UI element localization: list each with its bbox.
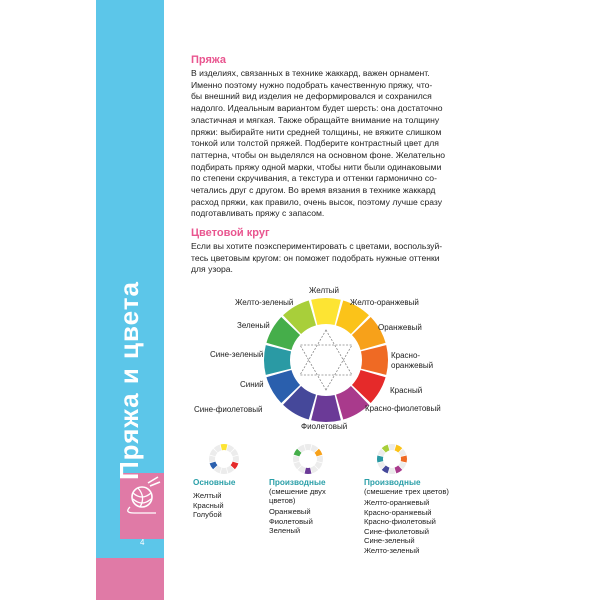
legend-item: Сине-фиолетовый [364, 526, 429, 536]
yarn-ball-badge [120, 473, 164, 539]
label-orange: Оранжевый [378, 323, 422, 332]
tertiary-subtitle: (смешение трех цветов) [364, 487, 449, 496]
mini-wheel-segment [233, 456, 239, 463]
mini-wheel-segment [221, 444, 228, 450]
mini-wheel-segment [401, 456, 407, 463]
yarn-paragraph-line: надолго. Идеальным вариантом будет шерсть: она достаточно [191, 103, 443, 114]
secondary-subtitle-1: (смешение двух [269, 487, 326, 496]
yarn-paragraph-line: тонкой или толстой пряжей. Подберите контрастный цвет для [191, 138, 439, 149]
mini-wheel-segment [389, 468, 396, 474]
label-blue-green: Сине-зеленый [210, 350, 264, 359]
mini-wheel-segment [293, 456, 299, 463]
legend-item: Желто-оранжевый [364, 498, 430, 507]
wheel-segment [361, 345, 388, 375]
tertiary-title: Производные [364, 478, 421, 487]
secondary-mini-wheel [292, 443, 324, 475]
label-yellow: Желтый [309, 286, 340, 295]
mini-wheel-segment [209, 456, 215, 463]
star-triangle [300, 330, 352, 375]
yarn-paragraph-line: В изделиях, связанных в технике жаккард, важен орнамент. [191, 68, 430, 78]
secondary-title: Производные [269, 478, 326, 487]
legend-item: Желтый [193, 491, 222, 500]
sidebar-bottom-band [96, 558, 164, 600]
wheel-segment [311, 395, 341, 422]
mini-wheel-segment [221, 468, 228, 474]
tertiary-list [364, 498, 436, 555]
label-red-violet: Красно-фиолетовый [365, 404, 441, 413]
yarn-paragraph-line: бы внешний вид изделия не деформировался и сохранился [191, 91, 432, 102]
legend-item: Оранжевый [269, 507, 311, 516]
vertical-chapter-title [112, 446, 372, 480]
label-red: Красный [390, 386, 423, 395]
label-green: Зеленый [237, 321, 270, 330]
legend-item: Зеленый [269, 526, 301, 535]
legend-item: Желто-зеленый [364, 545, 420, 555]
color-wheel-heading: Цветовой круг [191, 227, 270, 239]
label-red-orange-1: Красно- [391, 351, 421, 360]
primary-list [193, 491, 224, 520]
color-wheel-paragraph [191, 241, 471, 276]
page-number: 4 [140, 538, 145, 547]
wheel-segment [264, 345, 291, 375]
label-blue: Синий [240, 380, 264, 389]
yarn-paragraph-line: четались друг с другом. Во время вязания в технике жаккард [191, 185, 436, 196]
color-wheel-paragraph-line: тесь цветовым кругом: он поможет подобрать нужные оттенки [191, 252, 440, 263]
label-yellow-orange: Желто-оранжевый [350, 298, 419, 307]
wheel-segment [311, 298, 341, 325]
tertiary-mini-wheel [376, 443, 408, 475]
primary-title: Основные [193, 478, 236, 487]
legend-item: Красно-фиолетовый [364, 517, 436, 526]
star-triangle [300, 345, 352, 390]
legend-item: Красно-оранжевый [364, 507, 432, 517]
label-yellow-green: Желто-зеленый [235, 298, 294, 307]
yarn-paragraph-line: расход пряжи, как правило, очень высок, поэтому лучше сразу [191, 196, 443, 207]
yarn-heading: Пряжа [191, 54, 226, 66]
mini-wheel-segment [305, 444, 312, 450]
yarn-paragraph-line: по степени скручивания, а текстура и оттенки гармонично со- [191, 173, 437, 184]
yarn-ball-icon [120, 473, 164, 539]
yarn-paragraph-line: паттерна, чтобы он выделялся на основном фоне. Желательно [191, 149, 445, 160]
secondary-subtitle-2: цветов) [269, 496, 296, 505]
label-red-orange-2: оранжевый [391, 361, 434, 370]
color-wheel-paragraph-line: для узора. [191, 264, 233, 275]
mini-wheel-segment [305, 468, 312, 474]
yarn-paragraph-line: подготавливать пряжу с запасом. [191, 208, 325, 219]
mini-wheel-segment [377, 456, 383, 463]
yarn-paragraph-line: эластичная и мягкая. Также обращайте внимание на толщину [191, 114, 440, 125]
legend-item: Фиолетовый [269, 516, 313, 526]
mini-wheel-segment [389, 444, 396, 450]
yarn-paragraph-line: пряжи: выбирайте нити средней толщины, не вяжите слишком [191, 126, 442, 137]
legend-item: Голубой [193, 510, 222, 519]
yarn-paragraph-line: подбирать пряжу одной марки, чтобы нити были одинаковыми [191, 161, 442, 172]
legend-item: Сине-зеленый [364, 536, 415, 545]
mini-wheel-segment [317, 456, 323, 463]
secondary-list [269, 507, 313, 536]
yarn-paragraph-line: Именно поэтому нужно подобрать качественную пряжу, что- [191, 79, 433, 90]
label-blue-violet: Сине-фиолетовый [194, 405, 263, 414]
primary-mini-wheel [208, 443, 240, 475]
legend-item: Красный [193, 500, 224, 510]
label-violet: Фиолетовый [301, 422, 348, 431]
yarn-paragraph [191, 68, 471, 220]
color-wheel-paragraph-line: Если вы хотите поэкспериментировать с цветами, воспользуй- [191, 241, 443, 251]
